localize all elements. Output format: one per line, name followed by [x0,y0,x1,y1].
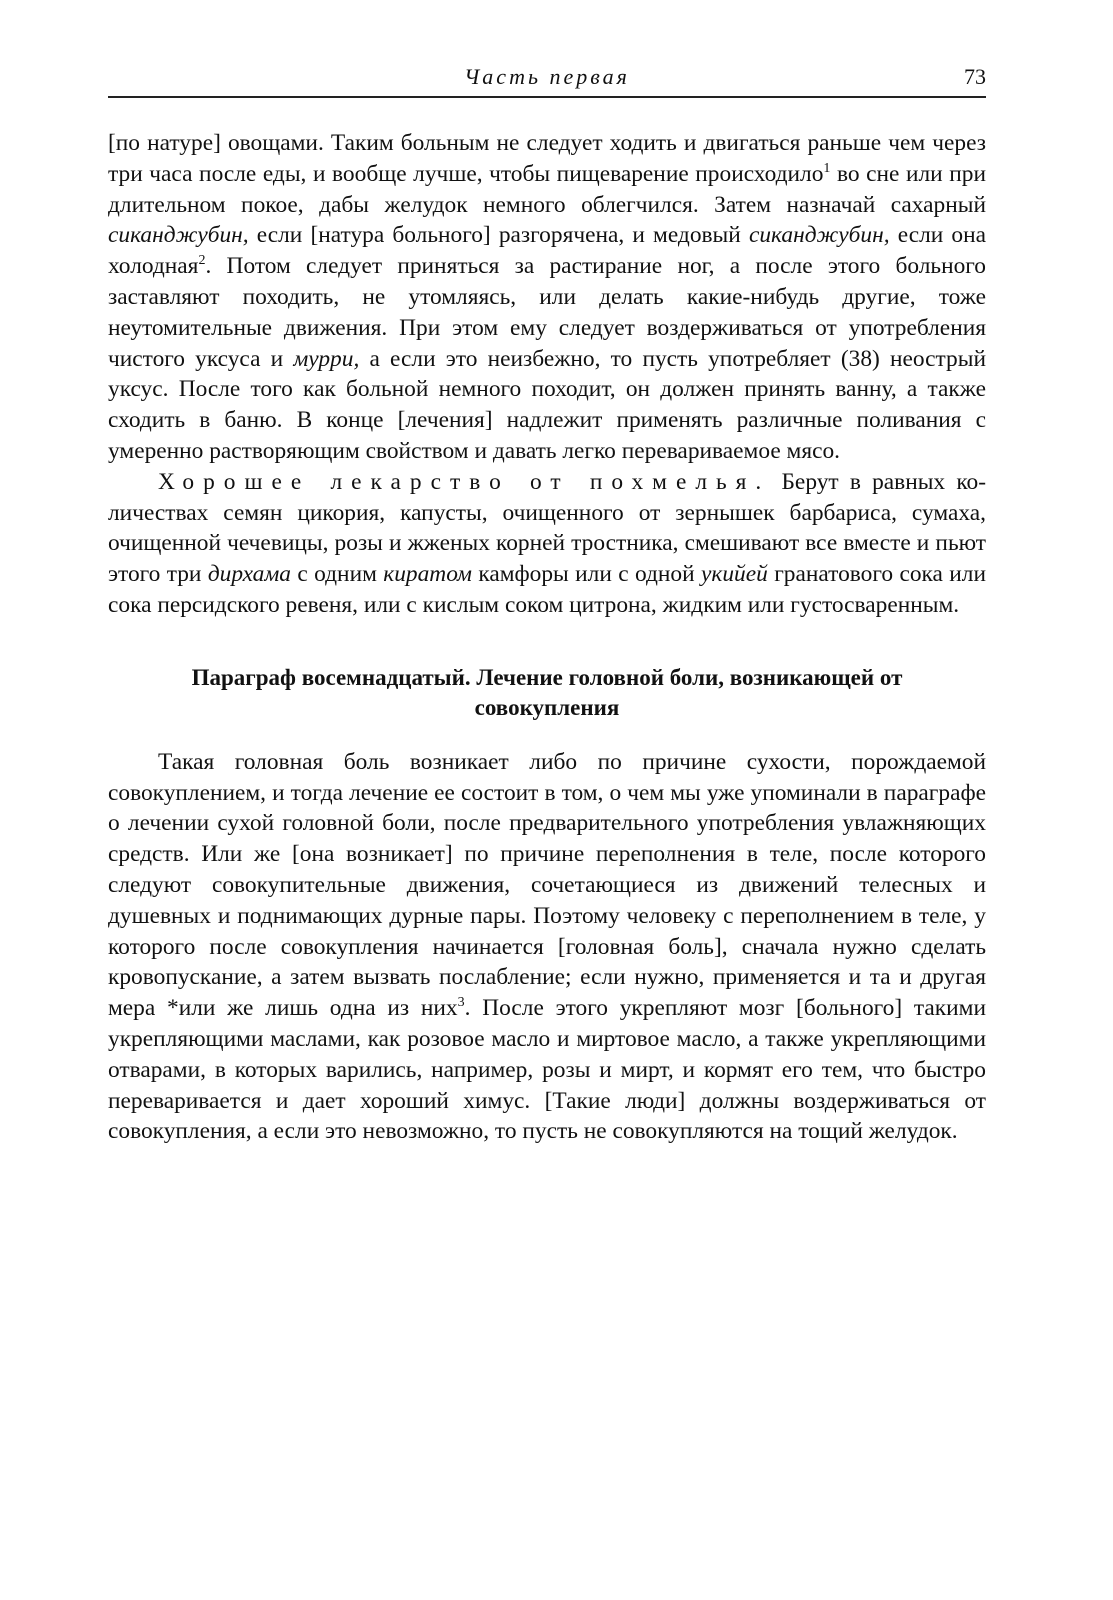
text-run: гранатового сока или сока персидского ревеня, или с кислым соком цитрона, жидким или густосваренным. [108,561,986,618]
paragraph-remedy [108,467,986,621]
text-run: камфоры или с одной [471,561,702,588]
text-run: во сне или при длительном покое, дабы желудок немного облегчился. Затем назначай сахарный [108,160,986,218]
term-italic: дирхама [207,561,291,588]
page-number: 73 [964,64,986,89]
book-page [108,58,986,1147]
term-italic: киратом [383,561,472,588]
term-italic: сиканджубин, [748,222,890,249]
running-title: Часть первая [464,64,630,89]
text-run: Берут в равных количествах семян цикория, капусты, очищенного от зернышек барбариса, сумаха, очищенной чечевицы, розы и жженых корней тростника, смешивают все вместе и пьют этого три [108,468,986,588]
heading-line: Параграф восемнадцатый. Лечение головной боли, возникающей от [191,664,903,690]
text-run: [по натуре] овощами. Таким больным не следует ходить и двигаться раньше чем через три часа после еды, и вообще лучше, чтобы пищеварение происходило [108,130,986,187]
running-head [108,58,986,96]
footnote-ref: 3 [457,995,465,1011]
text-run: а если это неизбежно, то пусть употребляет (38) неострый уксус. После того как больной немного походит, он должен принять ванну, а также сходить в баню. В конце [лечения] надлежит применять различные поливания с умеренно растворяющим свойством и давать легко перевариваемое мясо. [108,345,986,464]
text-run: Такая головная боль возникает либо по причине сухости, порождаемой совокуплением, и тогда лечение ее состоит в том, о чем мы уже упоминали в параграфе о лечении сухой головной боли, после предварительного употребления увлажняющих средств. Или же [она возникает] по причине переполнения в теле, после которого следуют совокупительные движения, сочетающиеся из движений телесных и душевных и поднимающих дурные пары. Поэтому человеку с переполнением в теле, у которого после совокупления начинается [головная боль], сначала нужно сделать кровопускание, а затем вызвать послабление; если нужно, применяется и та и другая мера *или же лишь одна из них [108,748,986,1022]
text-run: если [натура больного] разгорячена, и медовый [248,222,749,249]
text-run: с одним [291,561,384,588]
header-rule [108,96,986,98]
footnote-ref: 1 [823,161,831,176]
paragraph-body [108,747,986,1147]
term-italic: мурри, [293,345,360,372]
heading-line: совокупления [474,694,620,720]
text-run: . Потом следует приняться за растирание ног, а после этого больного заставляют походить, не утомляясь, или делать какие-нибудь другие, тоже неутомительные движения. При этом ему следует воздерживаться от употребления чистого уксуса и [108,253,986,372]
footnote-ref: 2 [198,253,206,269]
paragraph-continued [108,128,986,467]
text-run: если она холодная [108,222,987,280]
term-italic: сиканджубин, [108,222,249,249]
remedy-title: Хорошее лекарство от похмелья. [158,468,771,495]
text-run: . После этого укрепляют мозг [больного] такими укрепляющими маслами, как розовое масло и миртовое масло, а также укрепляющими отварами, в которых варились, например, розы и мирт, и кормят его тем, что быстро переваривается и дает хороший химус. [Такие люди] должны воздерживаться от совокупления, а если это невозможно, то пусть не совокупляются на тощий желудок. [108,995,986,1145]
section-heading [108,663,986,723]
term-italic: укийей [701,561,768,588]
